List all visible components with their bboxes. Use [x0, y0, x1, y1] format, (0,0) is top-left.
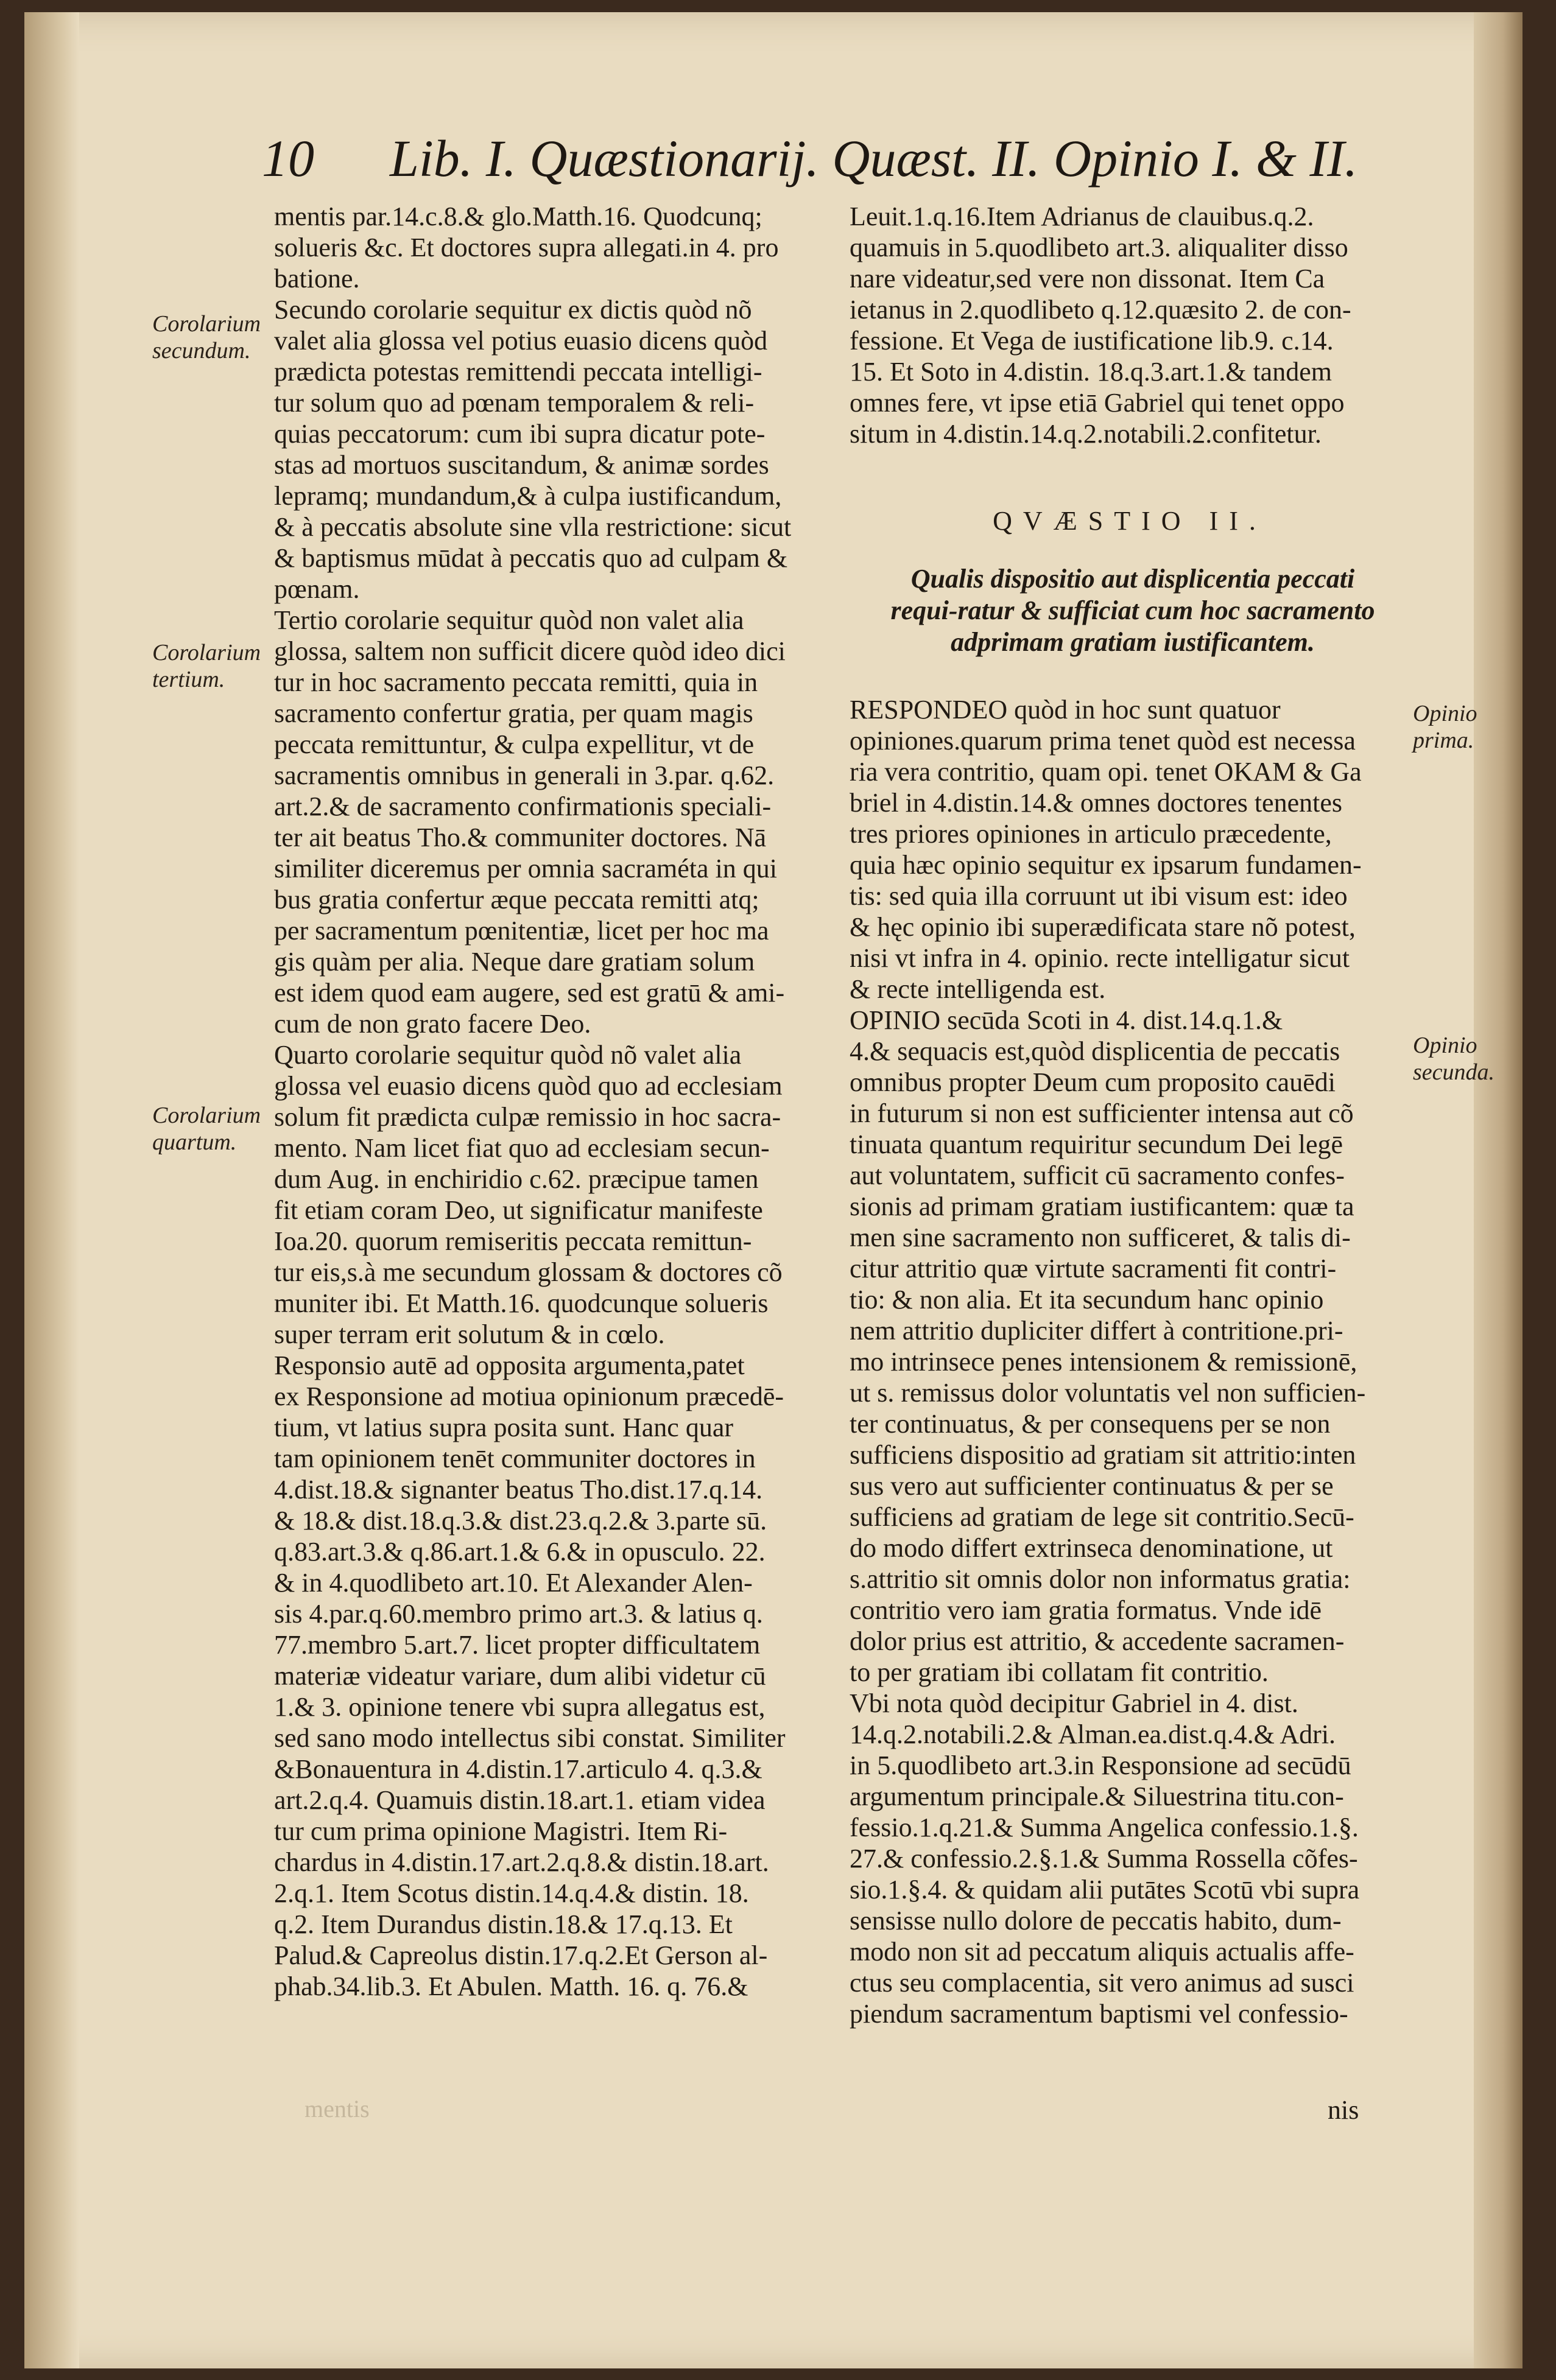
text-line: gis quàm per alia. Neque dare gratiam solum: [274, 947, 755, 977]
text-line: & baptismus mūdat à peccatis quo ad culpam &: [274, 543, 788, 573]
text-line: 77.membro 5.art.7. licet propter difficultatem: [274, 1630, 761, 1660]
page-number: 10: [262, 129, 314, 188]
text-line: tinuata quantum requiritur secundum Dei legē: [850, 1129, 1343, 1159]
text-line: sionis ad primam gratiam iustificantem: quæ ta: [850, 1192, 1354, 1221]
text-line: est idem quod eam augere, sed est gratū & ami-: [274, 978, 785, 1008]
text-line: dolor prius est attritio, & accedente sacramen-: [850, 1626, 1345, 1656]
text-line: tur solum quo ad pœnam temporalem & reli-: [274, 388, 755, 418]
text-line: solueris &c. Et doctores supra allegati.in 4. pro: [274, 233, 779, 262]
text-line: fessio.1.q.21.& Summa Angelica confessio.1.§.: [850, 1813, 1359, 1842]
margin-note-corollarium-quartum: Corolarium quartum.: [152, 1103, 261, 1155]
text-line: mo intrinsece penes intensionem & remissionē,: [850, 1347, 1357, 1377]
text-line: fessione. Et Vega de iustificatione lib.9. c.14.: [850, 326, 1334, 356]
text-line: sacramentis omnibus in generali in 3.par. q.62.: [274, 760, 775, 790]
text-line: aut voluntatem, sufficit cū sacramento confes-: [850, 1160, 1345, 1190]
question-title: QVÆSTIO II.: [993, 506, 1267, 536]
text-line: & recte intelligenda est.: [850, 974, 1106, 1004]
text-line: solum fit prædicta culpæ remissio in hoc sacra-: [274, 1102, 781, 1132]
text-line: Quarto corolarie sequitur quòd nõ valet alia: [274, 1040, 742, 1070]
right-column-body: [850, 694, 1410, 2029]
text-line: & 18.& dist.18.q.3.& dist.23.q.2.& 3.parte sū.: [274, 1506, 767, 1536]
text-line: Vbi nota quòd decipitur Gabriel in 4. dist.: [850, 1688, 1298, 1718]
text-line: materiæ videatur variare, dum alibi videtur cū: [274, 1661, 766, 1691]
text-line: men sine sacramento non sufficeret, & talis di-: [850, 1223, 1351, 1252]
running-header: [244, 128, 1358, 195]
text-line: tur cum prima opinione Magistri. Item Ri-: [274, 1816, 728, 1846]
text-line: batione.: [274, 264, 360, 293]
text-line: glossa, saltem non sufficit dicere quòd ideo dici: [274, 636, 786, 666]
margin-note-corollarium-secundum: Corolarium secundum.: [152, 311, 261, 363]
text-line: argumentum principale.& Siluestrina titu.con-: [850, 1781, 1344, 1811]
text-line: q.83.art.3.& q.86.art.1.& 6.& in opusculo. 22.: [274, 1537, 766, 1567]
text-line: art.2.q.4. Quamuis distin.18.art.1. etiam videa: [274, 1785, 766, 1815]
text-line: 2.q.1. Item Scotus distin.14.q.4.& distin. 18.: [274, 1878, 749, 1908]
margin-note-opinio-prima: Opinio prima.: [1413, 701, 1477, 753]
text-line: situm in 4.distin.14.q.2.notabili.2.confitetur.: [850, 419, 1322, 449]
text-line: omnibus propter Deum cum proposito cauēdi: [850, 1067, 1336, 1097]
text-line: ria vera contritio, quam opi. tenet OKAM & Ga: [850, 757, 1362, 787]
text-line: Palud.& Capreolus distin.17.q.2.Et Gerson al-: [274, 1940, 768, 1970]
page-gutter-shadow: [24, 12, 79, 2368]
text-line: ietanus in 2.quodlibeto q.12.quæsito 2. de con-: [850, 295, 1351, 325]
bleed-through-text: mentis: [305, 2095, 370, 2122]
text-line: nem attritio dupliciter differt à contritione.pri-: [850, 1316, 1343, 1346]
text-line: ratur & sufficiat cum hoc sacramento ad: [951, 595, 1375, 657]
text-line: piendum sacramentum baptismi vel confessio-: [850, 1999, 1348, 2029]
text-line: ter ait beatus Tho.& communiter doctores. Nā: [274, 823, 767, 852]
text-line: sensisse nullo dolore de peccatis habito, dum-: [850, 1906, 1342, 1936]
margin-note-opinio-secunda: Opinio secunda.: [1413, 1033, 1495, 1085]
text-line: 4.dist.18.& signanter beatus Tho.dist.17.q.14.: [274, 1475, 763, 1504]
text-line: tres priores opiniones in articulo præcedente,: [850, 819, 1332, 849]
text-line: OPINIO secūda Scoti in 4. dist.14.q.1.&: [850, 1005, 1283, 1035]
text-line: & à peccatis absolute sine vlla restrictione: sicut: [274, 512, 792, 542]
text-line: ctus seu complacentia, sit vero animus ad susci: [850, 1968, 1354, 1998]
text-line: glossa vel euasio dicens quòd quo ad ecclesiam: [274, 1071, 783, 1101]
text-line: tur eis,s.à me secundum glossam & doctores cõ: [274, 1257, 783, 1287]
text-line: do modo differt extrinseca denominatione, ut: [850, 1533, 1333, 1563]
text-line: tio: & non alia. Et ita secundum hanc opinio: [850, 1285, 1324, 1315]
text-line: primam gratiam iustificantem.: [977, 627, 1315, 657]
text-line: chardus in 4.distin.17.art.2.q.8.& distin.18.art.: [274, 1847, 769, 1877]
text-line: tis: sed quia illa corruunt ut ibi visum est: ideo: [850, 881, 1348, 911]
text-line: dum Aug. in enchiridio c.62. præcipue tamen: [274, 1164, 759, 1194]
text-line: mento. Nam licet fiat quo ad ecclesiam secun-: [274, 1133, 770, 1163]
text-line: tur in hoc sacramento peccata remitti, quia in: [274, 667, 758, 697]
text-line: ex Responsione ad motiua opinionum præcedē-: [274, 1381, 784, 1411]
text-line: ter continuatus, & per consequens per se non: [850, 1409, 1331, 1439]
text-line: quamuis in 5.quodlibeto art.3. aliqualiter disso: [850, 233, 1348, 262]
text-line: citur attritio quæ virtute sacramenti fit contri-: [850, 1254, 1337, 1283]
text-line: in futurum si non est sufficienter intensa aut cõ: [850, 1098, 1354, 1128]
text-line: 27.& confessio.2.§.1.& Summa Rossella cõfes-: [850, 1844, 1358, 1873]
text-line: Responsio autē ad opposita argumenta,patet: [274, 1350, 745, 1380]
text-line: sufficiens ad gratiam de lege sit contritio.Secū-: [850, 1502, 1354, 1532]
text-line: similiter diceremus per omnia sacraméta in qui: [274, 854, 777, 883]
text-line: q.2. Item Durandus distin.18.& 17.q.13. Et: [274, 1909, 733, 1939]
text-line: sed sano modo intellectus sibi constat. Similiter: [274, 1723, 786, 1753]
section-title: Opinio I. & II.: [1054, 129, 1358, 188]
text-line: Qualis dispositio aut displicentia peccati requi-: [890, 564, 1355, 625]
text-line: quias peccatorum: cum ibi supra dicatur pote-: [274, 419, 766, 449]
left-column: [274, 201, 822, 2002]
text-line: pœnam.: [274, 574, 360, 604]
text-line: fit etiam coram Deo, ut significatur manifeste: [274, 1195, 763, 1225]
text-line: to per gratiam ibi collatam fit contritio.: [850, 1657, 1269, 1687]
text-line: in 5.quodlibeto art.3.in Responsione ad secūdū: [850, 1750, 1351, 1780]
running-title: Lib. I. Quæstionarij. Quæst. II.: [390, 129, 1040, 188]
text-line: tam opinionem tenēt communiter doctores in: [274, 1444, 756, 1473]
text-line: s.attritio sit omnis dolor non informatus gratia:: [850, 1564, 1351, 1594]
text-line: & hęc opinio ibi superædificata stare nõ potest,: [850, 912, 1356, 942]
text-line: sus vero aut sufficienter continuatus & per se: [850, 1471, 1334, 1501]
margin-note-corollarium-tertium: Corolarium tertium.: [152, 640, 261, 692]
text-line: sufficiens dispositio ad gratiam sit attritio:inten: [850, 1440, 1356, 1470]
question-subtitle: [889, 563, 1376, 658]
text-line: modo non sit ad peccatum aliquis actualis affe-: [850, 1937, 1354, 1967]
text-line: super terram erit solutum & in cœlo.: [274, 1319, 665, 1349]
right-column-top: [850, 201, 1410, 449]
text-line: mentis par.14.c.8.& glo.Matth.16. Quodcunq;: [274, 202, 762, 231]
text-line: peccata remittuntur, & culpa expellitur, vt de: [274, 729, 755, 759]
text-line: 14.q.2.notabili.2.& Alman.ea.dist.q.4.& Adri.: [850, 1719, 1336, 1749]
page-edge: [1474, 12, 1523, 2368]
text-line: tium, vt latius supra posita sunt. Hanc quar: [274, 1413, 733, 1442]
text-line: & in 4.quodlibeto art.10. Et Alexander Alen-: [274, 1568, 753, 1598]
text-line: valet alia glossa vel potius euasio dicens quòd: [274, 326, 768, 356]
text-line: per sacramentum pœnitentiæ, licet per hoc ma: [274, 916, 769, 946]
text-line: quia hæc opinio sequitur ex ipsarum fundamen-: [850, 850, 1362, 880]
text-line: prædicta potestas remittendi peccata intelligi-: [274, 357, 762, 387]
text-line: omnes fere, vt ipse etiā Gabriel qui tenet oppo: [850, 388, 1345, 418]
text-line: sis 4.par.q.60.membro primo art.3. & latius q.: [274, 1599, 763, 1629]
text-line: 4.& sequacis est,quòd displicentia de peccatis: [850, 1036, 1340, 1066]
text-line: opiniones.quarum prima tenet quòd est necessa: [850, 726, 1356, 756]
text-line: phab.34.lib.3. Et Abulen. Matth. 16. q. 76.&: [274, 1971, 748, 2001]
text-line: 1.& 3. opinione tenere vbi supra allegatus est,: [274, 1692, 766, 1722]
text-line: cum de non grato facere Deo.: [274, 1009, 591, 1039]
text-line: Secundo corolarie sequitur ex dictis quòd nõ: [274, 295, 752, 325]
text-line: lepramq; mundandum,& à culpa iustificandum,: [274, 481, 782, 511]
text-line: art.2.& de sacramento confirmationis speciali-: [274, 792, 772, 821]
text-line: nare videatur,sed vere non dissonat. Item Ca: [850, 264, 1325, 293]
text-line: &Bonauentura in 4.distin.17.articulo 4. q.3.&: [274, 1754, 762, 1784]
text-line: stas ad mortuos suscitandum, & animæ sordes: [274, 450, 769, 480]
text-line: briel in 4.distin.14.& omnes doctores tenentes: [850, 788, 1342, 818]
text-line: Ioa.20. quorum remiseritis peccata remittun-: [274, 1226, 752, 1256]
text-line: bus gratia confertur æque peccata remitti atq;: [274, 885, 759, 914]
text-line: Leuit.1.q.16.Item Adrianus de clauibus.q.2.: [850, 202, 1314, 231]
text-line: sacramento confertur gratia, per quam magis: [274, 698, 753, 728]
text-line: nisi vt infra in 4. opinio. recte intelligatur sicut: [850, 943, 1350, 973]
text-line: ut s. remissus dolor voluntatis vel non sufficien-: [850, 1378, 1366, 1408]
text-line: 15. Et Soto in 4.distin. 18.q.3.art.1.& tandem: [850, 357, 1332, 387]
text-line: sio.1.§.4. & quidam alii putātes Scotū vbi supra: [850, 1875, 1360, 1904]
catchword: nis: [1328, 2095, 1359, 2125]
text-line: contritio vero iam gratia formatus. Vnde idē: [850, 1595, 1322, 1625]
text-line: Tertio corolarie sequitur quòd non valet alia: [274, 605, 744, 635]
text-line: muniter ibi. Et Matth.16. quodcunque solueris: [274, 1288, 769, 1318]
text-line: RESPONDEO quòd in hoc sunt quatuor: [850, 695, 1281, 725]
